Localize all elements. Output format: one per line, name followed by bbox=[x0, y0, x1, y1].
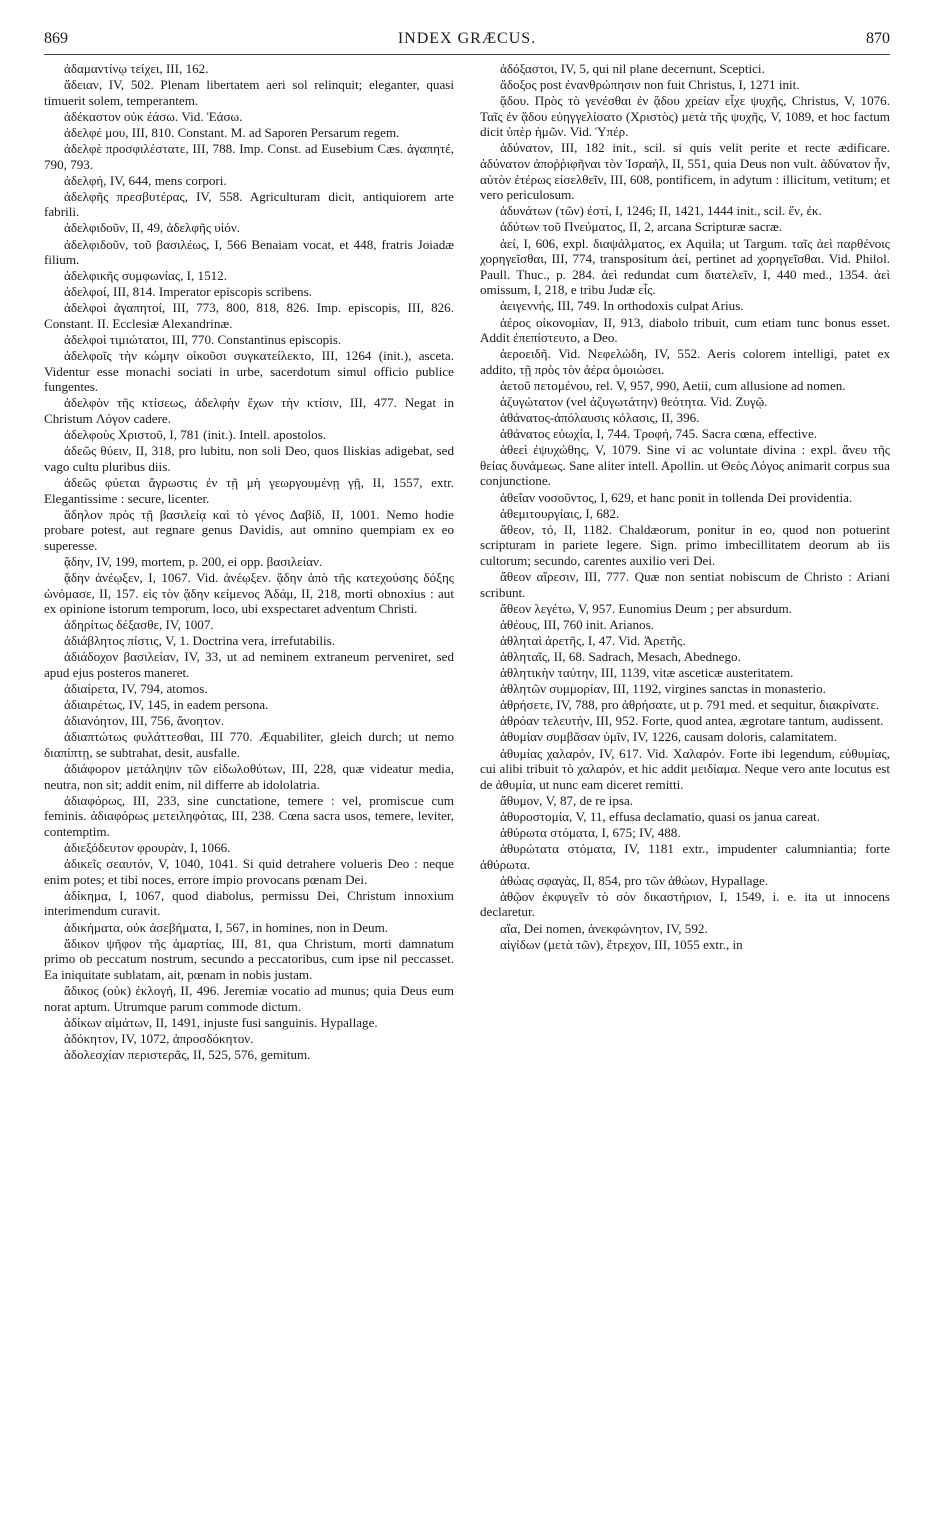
index-entry: ἀθύρωτα στόματα, I, 675; IV, 488. bbox=[500, 825, 681, 840]
index-entry: ἀδιαφόρως, III, 233, sine cunctatione, temere : vel, promiscue cum feminis. ἀδιαφόρως μετειληφότας, III, 238. Cœna sacra usos, temere, leviter, contemptim. bbox=[44, 792, 454, 839]
index-entry: ἀδελφοῖς τὴν κώμην οἰκοῦσι συγκατείλεκτο, III, 1264 (init.), asceta. Videntur esse monachi sociati in urbe, sacerdotum simul officio publice fungentes. bbox=[44, 348, 454, 395]
page-header bbox=[44, 30, 890, 52]
index-entry: ἀδελφικῆς συμφωνίας, I, 1512. bbox=[64, 268, 228, 284]
index-entry: ἀθάνατος εὐωχία, I, 744. Τροφή, 745. Sacra cœna, effective. bbox=[500, 426, 818, 442]
index-entry: ἀδιαπτώτως φυλάττεσθαι, III 770. Æquabiliter, gleich durch; ut nemo διαπίπτῃ, se subtrahat, desit, ausfalle. bbox=[44, 729, 454, 761]
index-entry: ἄδοξος post ἐνανθρώπησιν non fuit Christus, I, 1271 init. bbox=[500, 77, 800, 93]
index-entry: ᾅδην ἀνέῳξεν, I, 1067. Vid. ἀνέῳξεν. ᾅδην ἀπὸ τῆς κατεχούσης δόξης ὠνόμασε, II, 157. εἰς τὸν ᾅδην κείμενος Ἀδάμ, II, 218, morti obnoxius : aut ex opinione istorum temporum, loco, ubi exspectaret adventum Christi. bbox=[44, 570, 454, 617]
index-entry: ἀδελφὲ προσφιλέστατε, III, 788. Imp. Const. ad Eusebium Cæs. ἀγαπητέ, 790, 793. bbox=[44, 140, 454, 172]
index-entry: ἄδικος (οὐκ) ἐκλογή, II, 496. Jeremiæ vocatio ad munus; quia Deus eum norat aptum. Utrumque parum commode dictum. bbox=[44, 982, 454, 1014]
index-entry: ἀθληταῖς, II, 68. Sadrach, Mesach, Abednego. bbox=[500, 648, 741, 664]
index-entry: ἀεί, I, 606, expl. διαψάλματος, ex Aquila; ut Targum. ταῖς ἀεὶ παρθένοις χορηγεῖσθαι, III, 774, transpositum ἀεί, pertinet ad χορηγεῖσθαι. Vid. Philol. Paull. Thuc., p. 284. ἀεὶ redundat cum διατελεῖν, I, 440 med., 1354. ἀεὶ omissum, I, 218, e tribu Judæ εἷς. bbox=[480, 235, 890, 298]
index-entry: ἀδελφιδοῦν, II, 49, ἀδελφῆς υἱόν. bbox=[64, 220, 241, 236]
index-entry: ἀδιεξόδευτον φρουρὰν, I, 1066. bbox=[64, 840, 231, 856]
index-entry: ἀδαμαντίνῳ τείχει, III, 162. bbox=[64, 61, 209, 76]
two-column-body bbox=[44, 61, 890, 1063]
index-entry: ἀειγεννής, III, 749. In orthodoxis culpat Arius. bbox=[500, 298, 744, 314]
index-entry: ἀέρος οἰκονομίαν, II, 913, diabolo tribuit, cum etiam tunc bonus esset. Addit ἐπεπίστευτο, a Deo. bbox=[480, 314, 890, 346]
index-entry: ἀθώας σφαγὰς, II, 854, pro τῶν ἀθώων, Hypallage. bbox=[500, 872, 769, 888]
index-entry: ἀθλητῶν συμμορίαν, III, 1192, virgines sanctas in monasterio. bbox=[500, 681, 826, 697]
index-entry: ἀζυγώτατον (vel ἀζυγωτάτην) θεότητα. Vid. Ζυγῷ. bbox=[500, 393, 768, 409]
index-entry: ἀθυμίας χαλαρόν, IV, 617. Vid. Χαλαρόν. Forte ibi legendum, εὐθυμίας, cui alibi tribuit τὸ χαλαρόν, et hic addit μειδίαμα. Neque vero ante locutus est de ἀθυμία, ut nunc eam diceret remitti. bbox=[480, 745, 890, 792]
index-entry: ἀετοῦ πετομένου, rel. V, 957, 990, Aetii, cum allusione ad nomen. bbox=[500, 377, 846, 393]
page-number-left: 869 bbox=[44, 30, 68, 47]
index-entry: ἀθεμιτουργίαις, I, 682. bbox=[500, 505, 620, 521]
index-entry: ἄθεον αἵρεσιν, III, 777. Quæ non sentiat nobiscum de Christo : Ariani scribunt. bbox=[480, 569, 890, 600]
index-entry: ἀδύτων τοῦ Πνεύματος, II, 2, arcana Scripturæ sacræ. bbox=[500, 219, 782, 235]
index-entry: ἀδελφή, IV, 644, mens corpori. bbox=[64, 172, 227, 188]
index-entry: ἀδιάδοχον βασιλείαν, IV, 33, ut ad neminem extraneum perveniret, sed apud ejus posteros maneret. bbox=[44, 649, 454, 681]
index-entry: αἴα, Dei nomen, ἀνεκφώνητον, IV, 592. bbox=[500, 920, 708, 936]
header-rule bbox=[44, 54, 890, 55]
index-entry: ἀθῷον ἐκφυγεῖν τὸ σὸν δικαστήριον, I, 1549, i. e. ita ut innocens declaretur. bbox=[480, 888, 890, 920]
index-entry: ἀδυνάτων (τῶν) ἐστί, I, 1246; II, 1421, 1444 init., scil. ἕν, ἐκ. bbox=[500, 203, 822, 219]
index-entry: ἀθεεὶ ἐψυχώθης, V, 1079. Sine vi ac voluntate divina : expl. ἄνευ τῆς θείας δυνάμεως. Sane aliter intell. Apollin. ut Θεὸς Λόγος animarit corpus sua conjunctione. bbox=[480, 442, 890, 489]
running-title: INDEX GRÆCUS. bbox=[397, 30, 537, 47]
index-entry: ἄδειαν, IV, 502. Plenam libertatem aeri sol relinquit; eleganter, quasi timuerit solem, temperantem. bbox=[44, 77, 454, 108]
index-entry: ἄθεον, τό, II, 1182. Chaldæorum, ponitur in eo, quod non potuerint scripturam in pariete legere. Sign. primo imbecillitatem deorum ab iis cultorum; secundo, carentes auxilio veri Dei. bbox=[480, 521, 890, 568]
index-entry: ἀθρήσετε, IV, 788, pro ἀθρήσατε, ut p. 791 med. et sequitur, διακρίνατε. bbox=[500, 697, 880, 713]
index-entry: ᾅδου. Πρὸς τὸ γενέσθαι ἐν ᾅδου χρείαν εἶχε ψυχῆς, Christus, V, 1076. Ταῖς ἐν ᾅδου εὐηγγελίσατο (Χριστὸς) μετὰ τῆς ψυχῆς, V, 1089, et hoc factum dicit ὑπὲρ ἡμῶν. Vid. Ὑπέρ. bbox=[480, 93, 890, 140]
right-column bbox=[480, 61, 890, 1063]
index-entry: ἀδιάφορον μετάληψιν τῶν εἰδωλοθύτων, III, 228, quæ videatur media, neutra, non sit; addit enim, nil differre ab idololatria. bbox=[44, 761, 454, 792]
index-entry: ἀδιανόητον, III, 756, ἄνοητον. bbox=[64, 713, 224, 729]
index-entry: ἀδικήματα, οὐκ ἀσεβήματα, I, 567, in homines, non in Deum. bbox=[64, 919, 389, 935]
index-entry: αἰγίδων (μετὰ τῶν), ἔτρεχον, III, 1055 extr., in bbox=[500, 936, 743, 952]
index-entry: ἄδικον ψῆφον τῆς ἁμαρτίας, III, 81, qua Christum, morti damnatum primo ob peccatum nostrum, secundo a peccatoribus, cum ipse nil peccasset. Ea iniquitate sublatam, ait, pœnam in nobis justam. bbox=[44, 935, 454, 982]
index-entry: ἀθέους, III, 760 init. Arianos. bbox=[500, 616, 654, 632]
index-entry: ἀδελφοὶ τιμιώτατοι, III, 770. Constantinus episcopis. bbox=[64, 332, 342, 348]
index-entry: ἀδεῶς φύεται ἄγρωστις ἐν τῇ μὴ γεωργουμένῃ γῇ, II, 1557, extr. Elegantissime : secure, licenter. bbox=[44, 474, 454, 506]
index-entry: ἄθεον λεγέτω, V, 957. Eunomius Deum ; per absurdum. bbox=[500, 600, 792, 616]
index-entry: ᾅδην, IV, 199, mortem, p. 200, ei opp. βασιλείαν. bbox=[64, 553, 323, 569]
index-entry: ἀδελφὸν τῆς κτίσεως, ἀδελφὴν ἔχων τὴν κτίσιν, III, 477. Negat in Christum Λόγον cadere. bbox=[44, 395, 454, 427]
index-entry: ἀθρόαν τελευτήν, III, 952. Forte, quod antea, ægrotare tantum, audissent. bbox=[500, 713, 884, 729]
index-entry: ἀδιάβλητος πίστις, V, 1. Doctrina vera, irrefutabilis. bbox=[64, 633, 336, 649]
index-entry: ἀθυρώτατα στόματα, IV, 1181 extr., impudenter calumniantia; forte ἀθύρωτα. bbox=[480, 841, 890, 872]
index-entry: ἀδελφοὶ ἀγαπητοί, III, 773, 800, 818, 826. Imp. episcopis, III, 826. Constant. II. Ecclesiæ Alexandrinæ. bbox=[44, 300, 454, 331]
index-entry: ἀδύνατον, III, 182 init., scil. si quis velit perite et recte ædificare. ἀδύνατον ἀποῤῥιφῆναι τὸν Ἰσραήλ, II, 551, quia Deus non vult. ἀδύνατον ἦν, αὐτὸν ἑτέρως εἰσελθεῖν, III, 608, pontificem, in adytum : illicitum, vetitum; et vero periculosum. bbox=[480, 140, 890, 203]
index-entry: ἄθυμον, V, 87, de re ipsa. bbox=[500, 792, 634, 808]
index-entry: ἄδηλον πρὸς τῇ βασιλείᾳ καὶ τὸ γένος Δαβίδ, II, 1001. Nemo hodie probare potest, aut regnare genus Davidis, aut omnino quempiam ex eo superesse. bbox=[44, 506, 454, 553]
index-entry: ἀδόκητον, IV, 1072, ἀπροσδόκητον. bbox=[64, 1030, 254, 1046]
left-column bbox=[44, 61, 454, 1063]
index-entry: ἀδέκαστον οὐκ ἐάσω. Vid. Ἐάσω. bbox=[64, 108, 243, 124]
index-entry: ἀθληταὶ ἀρετῆς, I, 47. Vid. Ἀρετῆς. bbox=[500, 632, 686, 648]
index-entry: ἀθεΐαν νοσοῦντος, I, 629, et hanc ponit in tollenda Dei providentia. bbox=[500, 489, 853, 505]
index-entry: ἀδιαίρετα, IV, 794, atomos. bbox=[64, 681, 208, 697]
index-entry: ἀδόξαστοι, IV, 5, qui nil plane decernunt, Sceptici. bbox=[500, 61, 765, 76]
index-entry: ἀθυμίαν συμβᾶσαν ὑμῖν, IV, 1226, causam doloris, calamitatem. bbox=[500, 729, 838, 745]
index-entry: ἀδελφιδοῦν, τοῦ βασιλέως, I, 566 Benaiam vocat, et 448, fratris Joiadæ filium. bbox=[44, 236, 454, 268]
index-entry: ἀδολεσχίαν περιστερᾶς, II, 525, 576, gemitum. bbox=[64, 1046, 311, 1062]
index-entry: ἀδίκημα, I, 1067, quod diabolus, permissu Dei, Christum innoxium interimendum curavit. bbox=[44, 887, 454, 919]
index-entry: ἀεροειδῆ. Vid. Νεφελώδη, IV, 552. Aeris colorem intelligi, patet ex addito, τῇ πρὸς τὸν ἀέρα ὁμοιώσει. bbox=[480, 346, 890, 377]
index-entry: ἀδιαιρέτως, IV, 145, in eadem persona. bbox=[64, 697, 269, 713]
index-entry: ἀδελφῆς πρεσβυτέρας, IV, 558. Agriculturam dicit, antiquiorem arte fabrili. bbox=[44, 188, 454, 220]
index-entry: ἀδικεῖς σεαυτόν, V, 1040, 1041. Si quid detrahere volueris Deo : neque enim potes; et tibi noces, errore impio provocans pœnam Dei. bbox=[44, 856, 454, 887]
index-entry: ἀδελφέ μου, III, 810. Constant. M. ad Saporen Persarum regem. bbox=[64, 124, 400, 140]
page-number-right: 870 bbox=[866, 30, 890, 47]
index-entry: ἀδελφοὺς Χριστοῦ, I, 781 (init.). Intell. apostolos. bbox=[64, 427, 327, 443]
index-entry: ἀθλητικὴν ταύτην, III, 1139, vitæ asceticæ austeritatem. bbox=[500, 665, 794, 681]
index-entry: ἀδεῶς θύειν, II, 318, pro lubitu, non soli Deo, quos Iliskias adigebat, sed vago cultu pluribus diis. bbox=[44, 443, 454, 474]
index-entry: ἀδελφοί, III, 814. Imperator episcopis scribens. bbox=[64, 284, 312, 300]
index-entry: ἀθάνατος-ἀπόλαυσις κόλασις, II, 396. bbox=[500, 410, 700, 426]
index-entry: ἀδίκων αἱμάτων, II, 1491, injuste fusi sanguinis. Hypallage. bbox=[64, 1014, 378, 1030]
index-entry: ἀδηρίτως δέξασθε, IV, 1007. bbox=[64, 617, 214, 633]
index-entry: ἀθυροστομία, V, 11, effusa declamatio, quasi os janua careat. bbox=[500, 808, 820, 824]
